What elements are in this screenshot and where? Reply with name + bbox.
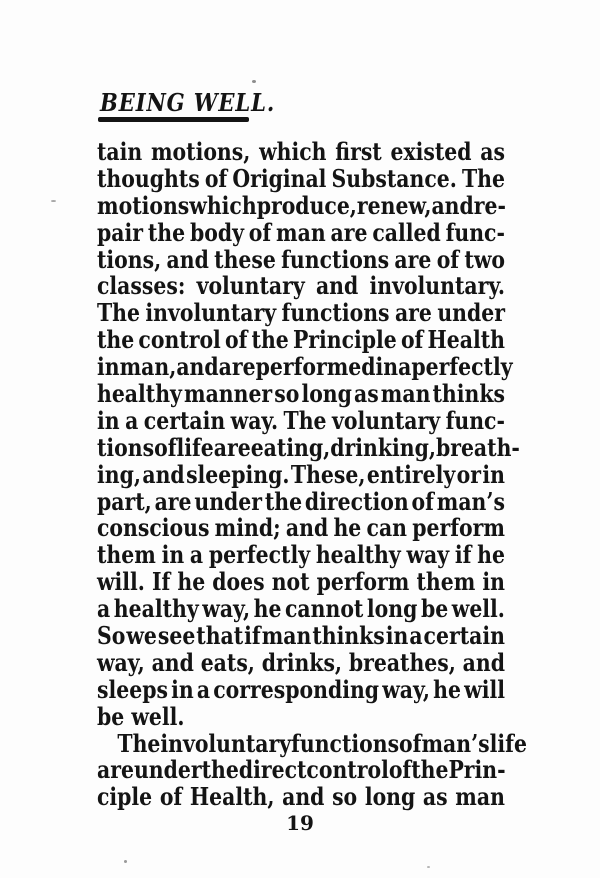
text-line: ing, and sleeping. These, entirely or in [97, 459, 505, 489]
text-line: the control of the Principle of Health [97, 325, 505, 355]
text-line: classes: voluntary and involuntary. [97, 271, 505, 301]
text-line: The involuntary functions are under [97, 298, 505, 328]
text-line: pair the body of man are called func- [97, 217, 505, 247]
text-line: in a certain way. The voluntary func- [97, 405, 505, 435]
text-line: be well. [97, 701, 185, 731]
text-line: are under the direct control of the Prin- [97, 755, 506, 785]
text-line: thoughts of Original Substance. The [97, 163, 505, 193]
text-line: So we see that if man thinks in a certain [97, 621, 505, 651]
text-line: ciple of Health, and so long as man [97, 782, 505, 812]
scan-speck [124, 860, 127, 863]
text-line: them in a perfectly healthy way if he [97, 540, 505, 570]
text-line: in man, and are performed in a perfectly [97, 352, 513, 382]
scan-speck [427, 866, 430, 868]
text-line: tions, and these functions are of two [97, 244, 505, 274]
text-line: tain motions, which first existed as [97, 137, 505, 166]
text-line: a healthy way, he cannot long be well. [97, 594, 505, 624]
text-line: way, and eats, drinks, breathes, and [97, 647, 505, 677]
text-line: healthy manner so long as man thinks [97, 379, 505, 409]
text-line: sleeps in a corresponding way, he will [97, 674, 505, 704]
text-line: will. If he does not perform them in [97, 567, 505, 597]
header-underline-rule [98, 117, 249, 122]
text-line: part, are under the direction of man’s [97, 486, 505, 516]
scan-speck [252, 80, 256, 83]
scan-speck [51, 200, 56, 202]
text-line: The involuntary functions of man’s life [117, 728, 527, 758]
page-number: 19 [286, 811, 314, 835]
text-line: conscious mind; and he can perform [97, 513, 505, 543]
text-line: motions which produce, renew, and re- [97, 190, 506, 220]
text-line: tions of life are eating, drinking, breath- [97, 432, 520, 462]
body-text [97, 137, 527, 812]
running-header: BEING WELL. [100, 88, 276, 117]
